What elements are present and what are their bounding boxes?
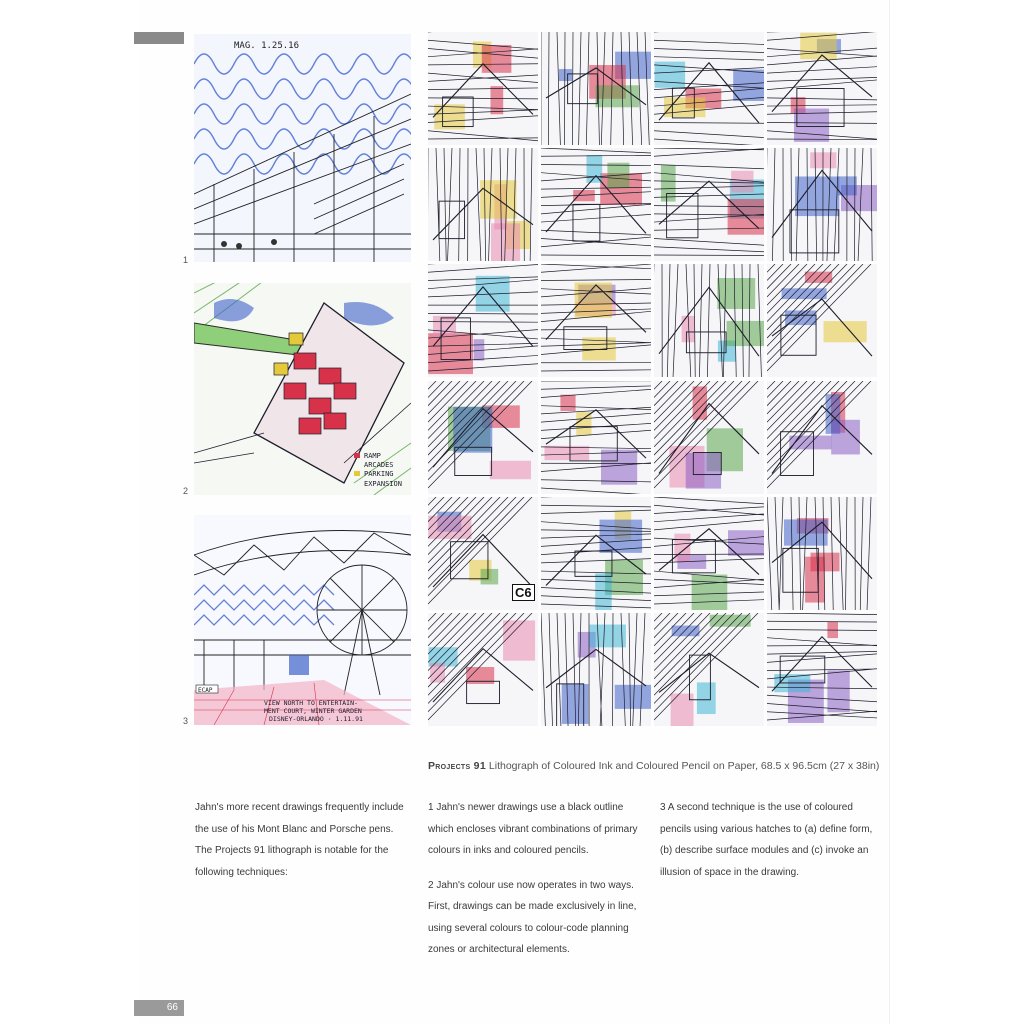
grid-sketch-thumbnail: [767, 381, 877, 494]
legend-parking: PARKING: [364, 470, 394, 478]
grid-sketch-thumbnail: [541, 32, 651, 145]
grid-panel-label: C6: [512, 584, 535, 601]
figure-caption: [428, 760, 878, 772]
body-column-2: [428, 797, 648, 974]
grid-sketch-thumbnail: [428, 613, 538, 726]
grid-sketch-thumbnail: [767, 613, 877, 726]
body-column-3: [660, 797, 882, 896]
figure-number-3: 3: [183, 716, 189, 726]
grid-sketch-thumbnail: [541, 497, 651, 610]
grid-sketch-thumbnail: [428, 381, 538, 494]
grid-sketch-thumbnail: [767, 497, 877, 610]
grid-sketch-thumbnail: [654, 264, 764, 377]
sketch-3-label: ECAP: [198, 687, 213, 694]
sketch-2-siteplan: [194, 283, 411, 495]
caption-text: Lithograph of Coloured Ink and Coloured Pencil on Paper, 68.5 x 96.5cm (27 x 38in): [488, 760, 880, 772]
grid-sketch-thumbnail: [654, 148, 764, 261]
sketch-3-note-line-1: VIEW NORTH TO ENTERTAIN-: [264, 699, 358, 707]
sketch-1-label: MAG. 1.25.16: [234, 41, 300, 51]
figure-number-2: 2: [183, 486, 189, 496]
grid-sketch-thumbnail: [767, 264, 877, 377]
sketch-1-canopy: [194, 34, 411, 262]
grid-sketch-thumbnail: [654, 613, 764, 726]
page-edge-tab: [134, 32, 184, 44]
grid-sketch-thumbnail: [541, 381, 651, 494]
sketch-1-drawing: [194, 34, 411, 262]
grid-sketch-thumbnail: [428, 264, 538, 377]
sketch-3-note-line-2: MENT COURT, WINTER GARDEN: [264, 707, 362, 715]
intro-paragraph: Jahn's more recent drawings frequently include the use of his Mont Blanc and Porsche pens. The Projects 91 lithograph is notable for the following techniques:: [195, 802, 404, 878]
legend-expansion: EXPANSION: [364, 480, 402, 488]
legend-ramp: RAMP: [364, 452, 381, 460]
technique-3b-paragraph: (b) describe surface modules and (c) invoke an illusion of space in the drawing.: [660, 845, 869, 878]
grid-sketch-thumbnail: [541, 613, 651, 726]
grid-sketch-thumbnail: [541, 264, 651, 377]
sketch-2-drawing: [194, 283, 411, 495]
figure-number-1: 1: [183, 255, 189, 265]
technique-3a-paragraph: 3 A second technique is the use of coloured pencils using various hatches to (a) define form,: [660, 802, 873, 835]
page-number: 66: [134, 1000, 184, 1016]
grid-sketch-thumbnail: [428, 148, 538, 261]
grid-sketch-thumbnail: [767, 32, 877, 145]
grid-sketch-thumbnail: [428, 32, 538, 145]
technique-1-paragraph: 1 Jahn's newer drawings use a black outline which encloses vibrant combinations of primary colours in inks and coloured pencils.: [428, 802, 638, 856]
grid-sketch-thumbnail: [654, 381, 764, 494]
body-column-1: [195, 797, 410, 896]
sketch-3-ferris-wheel: [194, 515, 411, 725]
legend-arcades: ARCADES: [364, 461, 394, 469]
grid-sketch-thumbnail: [541, 148, 651, 261]
sketch-3-drawing: [194, 515, 411, 725]
grid-sketch-thumbnail: [767, 148, 877, 261]
grid-sketch-thumbnail: [654, 497, 764, 610]
grid-sketch-thumbnail: [654, 32, 764, 145]
sketch-3-note-line-3: DISNEY-ORLANDO · 1.11.91: [269, 715, 363, 723]
caption-title: Projects 91: [428, 760, 486, 772]
lithograph-grid: [428, 32, 877, 726]
technique-2-paragraph: 2 Jahn's colour use now operates in two ways. First, drawings can be made exclusively in line, using several colours to colour-code planning zones or architectural elements.: [428, 879, 637, 955]
